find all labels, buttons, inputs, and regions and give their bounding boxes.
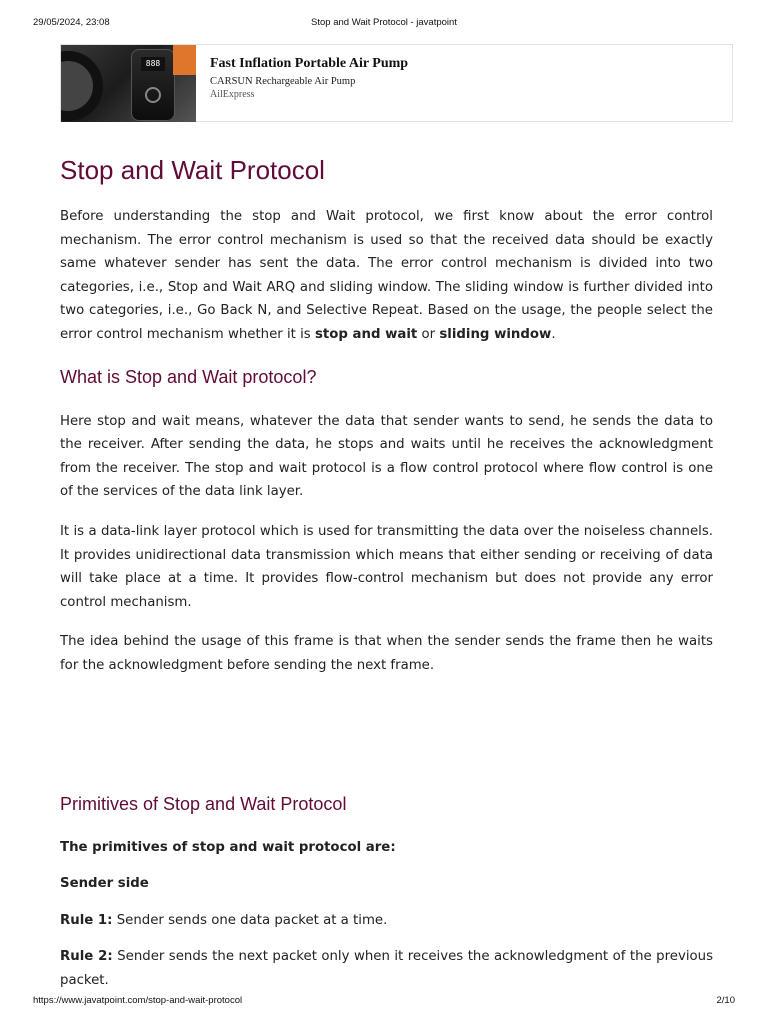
primitives-intro bbox=[60, 836, 713, 860]
rule-1 bbox=[60, 909, 713, 933]
intro-paragraph bbox=[60, 205, 713, 347]
print-timestamp: 29/05/2024, 23:08 bbox=[33, 17, 110, 28]
print-footer bbox=[0, 995, 768, 1009]
print-page-number: 2/10 bbox=[716, 995, 735, 1006]
sender-side-text: Sender side bbox=[60, 876, 149, 892]
ad-product-image[interactable] bbox=[61, 45, 196, 122]
intro-bold-sliding-window: sliding window bbox=[439, 326, 552, 342]
ad-source: AilExpress bbox=[210, 89, 255, 100]
intro-end: . bbox=[551, 326, 556, 342]
print-page-title: Stop and Wait Protocol - javatpoint bbox=[311, 17, 457, 28]
rule-2 bbox=[60, 945, 713, 992]
rule-2-text: Sender sends the next packet only when it receives the acknowledgment of the previous packet. bbox=[60, 949, 714, 988]
what-is-paragraph-1: Here stop and wait means, whatever the data that sender wants to send, he sends the data to the receiver. After sending the data, he stops and waits until he receives the acknowledgment from the receiver. The stop and wait protocol is a flow control protocol where flow control is one of the services of the data link layer. bbox=[60, 413, 713, 500]
pump-button-graphic bbox=[145, 87, 161, 103]
orange-accent bbox=[173, 45, 196, 75]
article-content bbox=[60, 150, 713, 992]
rule-1-text: Sender sends one data packet at a time. bbox=[112, 912, 388, 928]
print-url: https://www.javatpoint.com/stop-and-wait-protocol bbox=[33, 995, 243, 1006]
intro-text: Before understanding the stop and Wait protocol, we first know about the error control mechanism. The error control mechanism is used so that the received data should be exactly same whatever sender has sent the data. The error control mechanism is divided into two categories, i.e., Stop and Wait ARQ and sliding window. The sliding window is further divided into two categories, i.e., Go Back N, and Selective Repeat. Based on the usage, the people select the error control mechanism whether it is bbox=[60, 209, 713, 342]
tire-graphic bbox=[61, 51, 103, 121]
advertisement-banner[interactable] bbox=[60, 44, 733, 122]
section-heading-what-is: What is Stop and Wait protocol? bbox=[60, 366, 317, 387]
sender-side-label bbox=[60, 872, 713, 896]
ad-title[interactable]: Fast Inflation Portable Air Pump bbox=[210, 56, 409, 71]
pump-display: 888 bbox=[141, 57, 165, 71]
ad-subtitle: CARSUN Rechargeable Air Pump bbox=[210, 76, 356, 87]
intro-bold-stop-and-wait: stop and wait bbox=[314, 326, 418, 342]
primitives-intro-text: The primitives of stop and wait protocol are: bbox=[60, 839, 396, 855]
rule-1-label: Rule 1: bbox=[60, 912, 113, 928]
page-title: Stop and Wait Protocol bbox=[60, 155, 325, 185]
print-header bbox=[0, 17, 768, 31]
what-is-paragraph-3: The idea behind the usage of this frame is that when the sender sends the frame then he waits for the acknowledgment before sending the next frame. bbox=[60, 634, 713, 673]
what-is-paragraph-2: It is a data-link layer protocol which is used for transmitting the data over the noiseless channels. It provides unidirectional data transmission which means that either sending or receiving of data will take place at a time. It provides flow-control mechanism but does not provide any error control mechanism. bbox=[60, 523, 713, 610]
rule-2-label: Rule 2: bbox=[60, 949, 113, 965]
ad-text-block bbox=[210, 56, 408, 100]
intro-or: or bbox=[417, 326, 440, 342]
section-heading-primitives: Primitives of Stop and Wait Protocol bbox=[60, 793, 347, 814]
